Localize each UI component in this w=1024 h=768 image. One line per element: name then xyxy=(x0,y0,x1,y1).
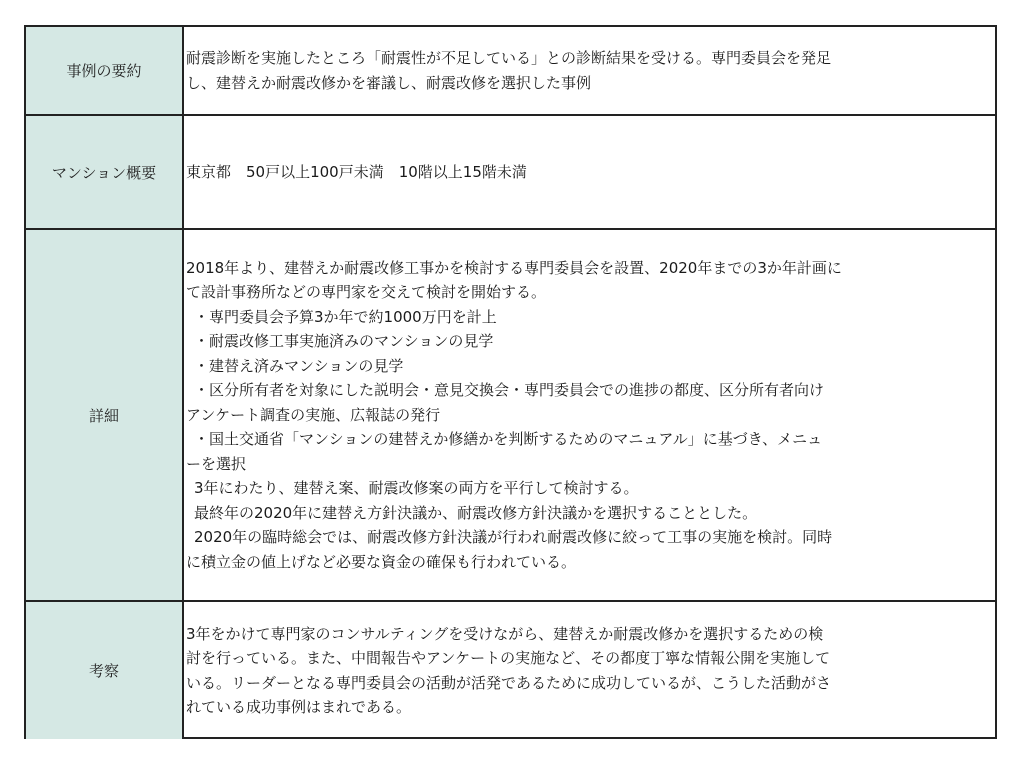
text-line: 東京都 50戸以上100戸未満 10階以上15階未満 xyxy=(186,162,527,181)
text-line: アンケート調査の実施、広報誌の発行 xyxy=(186,405,441,424)
text-line: て設計事務所などの専門家を交えて検討を開始する。 xyxy=(186,283,547,302)
row-summary xyxy=(26,27,995,116)
text-line: 2018年より、建替えか耐震改修工事かを検討する専門委員会を設置、2020年までの3か年計画に xyxy=(186,258,842,277)
row-overview xyxy=(26,116,995,230)
header-overview: マンション概要 xyxy=(26,116,184,228)
text-line: 3年にわたり、建替え案、耐震改修案の両方を平行して検討する。 xyxy=(194,479,639,498)
bullet-item: ・建替え済みマンションの見学 xyxy=(194,356,404,375)
header-details: 詳細 xyxy=(26,230,184,600)
row-discussion xyxy=(26,602,995,739)
case-table xyxy=(24,25,997,739)
bullet-item: ・耐震改修工事実施済みのマンションの見学 xyxy=(194,332,494,351)
text-line: 討を行っている。また、中間報告やアンケートの実施など、その都度丁寧な情報公開を実施して xyxy=(186,649,831,667)
text-line: 2020年の臨時総会では、耐震改修方針決議が行われ耐震改修に絞って工事の実施を検討。同時 xyxy=(194,528,833,547)
body-summary xyxy=(186,27,991,114)
text-line: し、建替えか耐震改修かを審議し、耐震改修を選択した事例 xyxy=(186,73,592,92)
body-details xyxy=(186,230,991,600)
text-line: に積立金の値上げなど必要な資金の確保も行われている。 xyxy=(186,552,577,571)
bullet-item: ・専門委員会予算3か年で約1000万円を計上 xyxy=(194,307,497,326)
header-summary: 事例の要約 xyxy=(26,27,184,114)
text-line: 3年をかけて専門家のコンサルティングを受けながら、建替えか耐震改修かを選択するための検 xyxy=(186,624,824,643)
body-discussion xyxy=(186,602,991,739)
text-line: いる。リーダーとなる専門委員会の活動が活発であるために成功しているが、こうした活動がさ xyxy=(186,673,832,692)
text-line: 耐震診断を実施したところ「耐震性が不足している」との診断結果を受ける。専門委員会を発足 xyxy=(186,49,832,67)
bullet-item: ・国土交通省「マンションの建替えか修繕かを判断するためのマニュアル」に基づき、メニュ xyxy=(194,430,823,449)
text-line: れている成功事例はまれである。 xyxy=(186,698,412,716)
text-line: 最終年の2020年に建替え方針決議か、耐震改修方針決議かを選択することとした。 xyxy=(194,503,758,522)
text-line: ーを選択 xyxy=(186,454,247,473)
bullet-item: ・区分所有者を対象にした説明会・意見交換会・専門委員会での進捗の都度、区分所有者向け xyxy=(194,381,825,400)
row-details xyxy=(26,230,995,602)
header-discussion: 考察 xyxy=(26,602,184,739)
body-overview xyxy=(186,116,991,228)
